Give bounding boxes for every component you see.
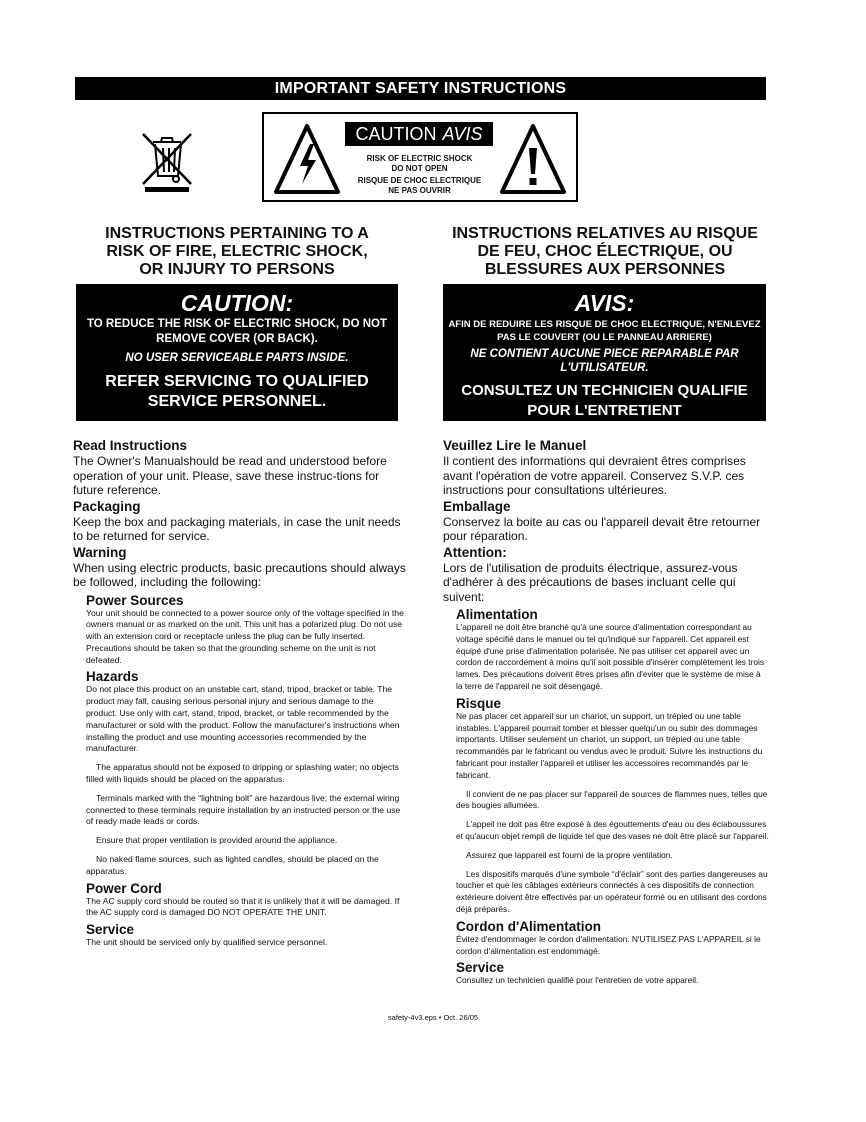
subsection-text: L'appeil ne doit pas être exposé à des égouttements d'eau ou des éclaboussures et qu'aucun objet rempli de liquide tel que des vases ne doit être placé sur l'appareil. (456, 819, 769, 841)
french-column (443, 438, 769, 987)
section-title: Attention: (443, 544, 507, 560)
subsection-title: Service (86, 922, 135, 938)
subsection-text: No naked flame sources, such as lighted candles, should be placed on the apparatus. (86, 854, 379, 876)
subsection-title: Service (456, 960, 505, 976)
page-title-bar: IMPORTANT SAFETY INSTRUCTIONS (75, 77, 766, 100)
section-text: The Owner's Manualshould be read and understood before operation of your unit. Please, save these instruc-tions for future reference. (73, 454, 387, 497)
subsection-title: Risque (456, 695, 502, 711)
section-text: When using electric products, basic precautions should always be followed, including the following: (73, 560, 406, 589)
subsection-text: Les dispositifs marqués d'une symbole “d'éclair” sont des parties dangereuses au toucher et que les câblages extérieurs connectés à ces dispositifs de connection extérieure doivent être effectivés par un opérateur formé ou en utilisant des cordons déjà préparés. (456, 868, 768, 914)
footer-file-note: safety-4v3.eps • Oct. 26/05 (387, 1013, 479, 1022)
subsection-text: Do not place this product on an unstable cart, stand, tripod, bracket or table. The product may fall, causing serious personal injury and serious damage to the product. Use only with cart, stand, tripod, bracket, or table recommended by the manufacturer or sold with the product. Follow the manufacturer's instructions when installing the product and use mounting accessories recommended by the manufacturer. (86, 684, 400, 754)
section-title: Emballage (443, 498, 511, 514)
subsection-text: Ne pas placer cet appareil sur un chariot, un support, un trépied ou une table instables. L'appareil pourrait tomber et blesser quelqu'un ou subir des dommages importants. Utiliser seulement un chariot, un support, un trépied ou une table recommandés par le fabricant ou vendus avec le produit. Suivre les instructions du fabricant pour installer l'appareil et utiliser les accessoires recommandés par le fabricant. (456, 710, 763, 780)
subsection-text: The apparatus should not be exposed to dripping or splashing water; no objects filled with liquids should be placed on the apparatus. (86, 762, 399, 785)
subsection-text: Ensure that proper ventilation is provided around the appliance. (96, 835, 338, 846)
subsection-text: L'appareil ne doit être branché qu'à une source d'alimentation correspondant au voltage spécifié dans le manuel ou tel qu'indiqué sur l'appareil. Cet appareil est équipé d'une prise d'alimentation polarisée. Ne pas utiliser cet appareil avec un cordon de raccordement à moins qu'il soit possible d'insérer complètement les trois lames. Des précautions doivent êtres prises afin d'eviter que le système de mise à la terre de l'appareil ne soit désengagé. (456, 622, 765, 691)
section-title: Read Instructions (73, 438, 188, 453)
section-title: Packaging (73, 498, 141, 514)
section-text: Lors de l'utilisation de produits électrique, assurez-vous d'adhérer à des précautions de bases incluant celle qui suivent: (443, 560, 738, 604)
section-text: Keep the box and packaging materials, in case the unit needs to be returned for service. (73, 514, 401, 543)
subsection-title: Alimentation (456, 607, 538, 622)
subsection-title: Cordon d'Alimentation (456, 918, 601, 934)
section-title: Warning (73, 544, 127, 560)
subsection-text: Évitez d'endommager le cordon d'alimentation. N'UTILISEZ PAS L'APPAREIL si le cordon d'alimentation est endommagé. (456, 933, 761, 956)
subsection-text: Il convient de ne pas placer sur l'appareil de sources de flammes nues, telles que des bougies allumées. (456, 788, 768, 811)
english-heading: INSTRUCTIONS PERTAINING TO A RISK OF FIRE, ELECTRIC SHOCK, OR INJURY TO PERSONS (105, 225, 369, 278)
english-column (73, 438, 406, 949)
section-text: Il contient des informations qui devraient êtres comprises avant l'opération de votre appareil. Conservez S.V.P. ces instructions pour consultations ultérieures. (443, 454, 746, 497)
subsection-text: The AC supply cord should be routed so that it is unlikely that it will be damaged. If the AC supply cord is damaged DO NOT OPERATE THE UNIT. (86, 895, 400, 918)
subsection-text: The unit should be serviced only by qualified service personnel. (86, 937, 328, 948)
subsection-text: Terminals marked with the “lightning bolt” are hazardous live; the external wiring connected to these terminals require installation by an instructed person or the use of ready made leads or cords. (86, 792, 401, 827)
lightning-bolt-warning-icon (272, 122, 342, 196)
subsection-title: Power Sources (86, 592, 184, 608)
english-caution-box: CAUTION: TO REDUCE THE RISK OF ELECTRIC SHOCK, DO NOT REMOVE COVER (OR BACK). NO USER SERVICEABLE PARTS INSIDE. REFER SERVICING TO QUALIFIED SERVICE PERSONNEL. (76, 284, 398, 421)
subsection-text: Consultez un technicien qualifié pour l'entretien de votre appareil. (456, 975, 699, 986)
caution-english-text: RISK OF ELECTRIC SHOCK DO NOT OPEN (366, 154, 473, 173)
section-title: Veuillez Lire le Manuel (443, 438, 587, 453)
subsection-text: Assurez que lappareil est fourni de la propre ventilation. (466, 849, 673, 860)
crossed-out-wheelie-bin-icon (139, 130, 195, 192)
subsection-text: Your unit should be connected to a power source only of the voltage specified in the owners manual or as marked on the unit. This unit has a polarized plug. Do not use with an extension cord or receptacle unless the plug can be fully inserted. Precautions should be taken so that the grounding scheme on the unit is not defeated. (86, 607, 404, 665)
french-avis-box: AVIS: AFIN DE REDUIRE LES RISQUE DE CHOC ELECTRIQUE, N'ENLEVEZ PAS LE COUVERT (OU LE PANNEAU ARRIERE) NE CONTIENT AUCUNE PIECE REPARABLE PAR L'UTILISATEUR. CONSULTEZ UN TECHNICIEN QUALIFIE POUR L'ENTRETIENT (443, 284, 766, 421)
exclamation-warning-icon (498, 122, 568, 196)
caution-badge: CAUTION AVIS (345, 122, 493, 146)
french-heading: INSTRUCTIONS RELATIVES AU RISQUE DE FEU, CHOC ÉLECTRIQUE, OU BLESSURES AUX PERSONNES (452, 225, 758, 278)
caution-label (262, 112, 578, 202)
caution-french-text: RISQUE DE CHOC ELECTRIQUE NE PAS OUVRIR (357, 176, 482, 195)
subsection-title: Power Cord (86, 880, 162, 896)
subsection-title: Hazards (86, 669, 139, 685)
section-text: Conservez la boite au cas ou l'appareil devait être retourner pour réparation. (443, 514, 761, 543)
